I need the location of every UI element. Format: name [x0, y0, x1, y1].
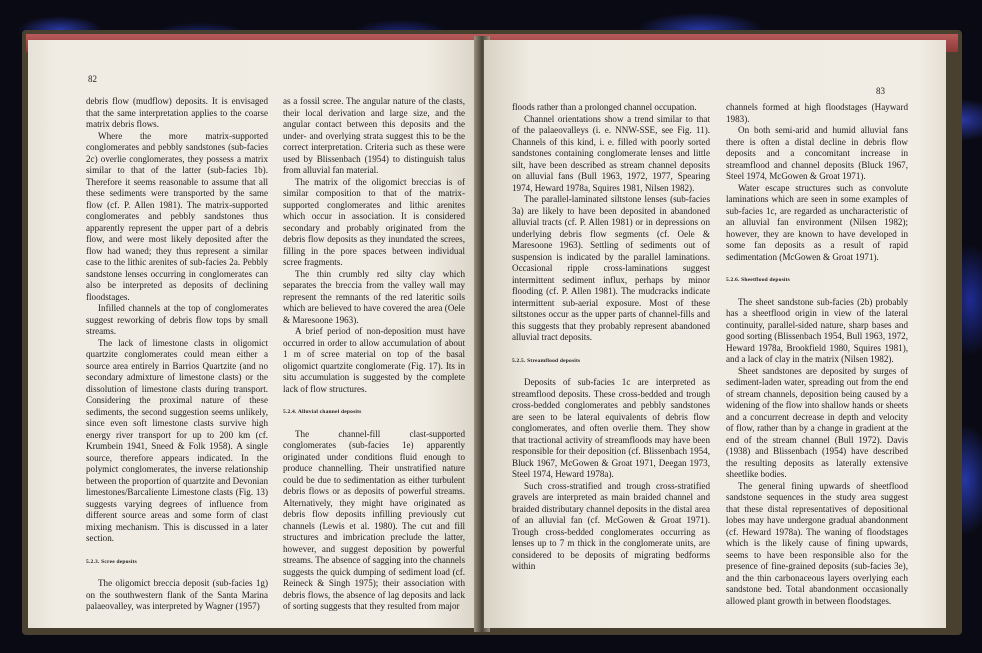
- paragraph: Sheet sandstones are deposited by surges of sediment-laden water, spreading out from the end of stream channels, deposition being caused by a widening of the flow into shallow hands or sheets and a concurrent decrease in depth and velocity of flow, rather than by a change in gradient at the end of the stream channel (Bull 1972). Davis (1938) and Blissenbach (1954) have described the resulting deposits as laterally extensive sheetlike bodies.: [726, 365, 908, 479]
- page-number-right: 83: [876, 86, 885, 96]
- right-column-2: [726, 102, 908, 607]
- left-page: [28, 40, 480, 628]
- paragraph: floods rather than a prolonged channel occupation.: [512, 102, 697, 112]
- paragraph: The parallel-laminated siltstone lenses (sub-facies 3a) are likely to have been deposited in abandoned alluvial tracts (cf. P. Allen 1981) or in depressions on underlying debris flow segments (cf. Oele & Maresoone 1963). Settling of sediments out of suspension is indicated by the parallel laminations. Occasional ripple cross-laminations suggest intermittent sediment influx, perhaps by minor flooding (cf. P. Allen 1981). The mudcracks indicate intermittent sub-aerial exposure. Most of these siltstones occur as the upper parts of channel-fills and this suggests that they probably represent abandoned alluvial tract deposits.: [512, 194, 710, 342]
- paragraph: The sheet sandstone sub-facies (2b) probably has a sheetflood origin in view of the lateral continuity, parallel-sided nature, sharp bases and good sorting (Blissenbach 1954, Bull 1963, 1972, Heward 1978a, Brookfield 1980, Squires 1981), and a lack of clay in the matrix (Nilsen 1982).: [726, 296, 908, 364]
- paragraph: On both semi-arid and humid alluvial fans there is often a distal decline in debris flow deposits and a concomitant increase in streamflood and channel deposits (Bluck 1967, Steel 1974, McGowen & Groat 1971).: [726, 125, 908, 181]
- section-heading: 5.2.4. Alluvial channel deposits: [283, 409, 362, 415]
- section-heading: 5.2.6. Sheetflood deposits: [726, 277, 791, 283]
- left-column-1: [86, 96, 268, 613]
- paragraph: Where the more matrix-supported conglomerates and pebbly sandstones (sub-facies 2c) overlie conglomerates, they possess a matrix similar to that of the latter (sub-facies 1b). Therefore it seems reasonable to assume that all these sediments were transported by the same flow (cf. P. Allen 1981). The matrix-supported conglomerates and pebbly sandstones thus apparently represent the upper part of a debris flow, and were most likely deposited after the flow had waned; they thus represent a similar case to the lithic arenites of sub-facies 2a. Pebbly sandstone lenses occurring in conglomerates can also be interpreted as deposits of declining floodstages.: [86, 130, 268, 302]
- paragraph: Deposits of sub-facies 1c are interpreted as streamflood deposits. These cross-bedded and trough cross-bedded conglomerates and pebbly sandstones are seen to be lateral equivalents of debris flow conglomerates, and often overlie them. They show that tractional activity of streamfloods may have been responsible for their deposition (cf. Blissenbach 1954, Bluck 1967, McGowen & Groat 1971, Deegan 1973, Steel 1974, Heward 1978a).: [512, 377, 710, 479]
- paragraph: The matrix of the oligomict breccias is of similar composition to that of the matrix-supported conglomerates and lithic arenites which occur in association. It is considered secondary and probably originated from the debris flow deposits as they inundated the screes, filling in the pore spaces between individual scree fragments.: [283, 176, 465, 267]
- paragraph: Such cross-stratified and trough cross-stratified gravels are interpreted as main braided channel and braided distributary channel deposits in the distal area of an alluvial fan (cf. McGowen & Groat 1971). Trough cross-bedded conglomerates occurring as lenses up to 7 m thick in the conglomerate units, are considered to be deposits of migrating bedforms within: [512, 480, 710, 571]
- left-column-2: [283, 96, 465, 613]
- paragraph: as a fossil scree. The angular nature of the clasts, their local derivation and large size, and the angular contact between this deposits and the under- and overlying strata suggest this to be the correct interpretation. Criteria such as these were used by Blissenbach (1954) to distinguish talus from alluvial fan material.: [283, 96, 465, 175]
- right-column-1: [512, 102, 710, 573]
- paragraph: The thin crumbly red silty clay which separates the breccia from the valley wall may represent the remnants of the red lateritic soils which are believed to have covered the area (Oele & Maresoone 1963).: [283, 268, 465, 325]
- right-page: [484, 40, 946, 628]
- paragraph: Channel orientations show a trend similar to that of the palaeovalleys (i. e. NNW-SSE, see Fig. 11). Channels of this kind, i. e. filled with poorly sorted sandstones containing conglomerate lenses and little silt, have been described as stream channel deposits on alluvial fans (Bull 1963, 1972, 1977, Spearing 1974, Heward 1978a, Squires 1981, Nilsen 1982).: [512, 113, 710, 193]
- paragraph: The general fining upwards of sheetflood sandstone sequences in the study area suggest that these distal representatives of depositional lobes may have undergone gradual abandonment (cf. Heward 1978a). The waning of floodstages which is the likely cause of fining upwards, seems to have been responsible also for the presence of fine-grained deposits (sub-facies 3e), and the thin carbonaceous layers overlying each sandstone bed. Total abandonment occasionally allowed plant growth in between floodstages.: [726, 480, 908, 606]
- section-heading: 5.2.5. Streamflood deposits: [512, 357, 581, 364]
- paragraph: Water escape structures such as convolute laminations which are seen in some examples of sub-facies 1c, are regarded as uncharacteristic of an alluvial fan environment (Nilsen 1982); however, they are known to have developed in some fan deposits as a result of rapid sedimentation (McGowen & Groat 1971).: [726, 182, 908, 262]
- paragraph: The lack of limestone clasts in oligomict quartzite conglomerates could mean either a source area entirely in Barrios Quartzite (and no secondary admixture of limestone clasts) or the dissolution of limestone clasts during transport. Considering the proximal nature of these sediments, the second suggestion seems unlikely, since even soft limestone clasts survive high energy river transport for up to 200 km (cf. Krumbein 1941, Sneed & Folk 1958). A single source, therefore appears indicated. In the polymict conglomerates, the inverse relationship between the proportion of quartzite and Devonian limestones/Barcaliente Limestone clasts (Fig. 13) suggests varying degrees of influence from different source areas and some form of clast mixing mechanism. This is discussed in a later section.: [86, 337, 268, 543]
- section-heading: 5.2.3. Scree deposits: [86, 558, 137, 565]
- paragraph: Infilled channels at the top of conglomerates suggest reworking of debris flow tops by small streams.: [86, 303, 268, 336]
- paragraph: The oligomict breccia deposit (sub-facies 1g) on the southwestern flank of the Santa Marina palaeovalley, was interpreted by Wagner (1957): [86, 578, 268, 611]
- paragraph: The channel-fill clast-supported conglomerates (sub-facies 1e) apparently originated under conditions fluid enough to produce channelling. Their unstratified nature could be due to sedimentation as either turbulent debris flows or as deposits of powerful streams. Alternatively, they might have originated as debris flow deposits infilling previously cut channels (Lewis et al. 1980). The cut and fill structures and imbrication preclude the latter, however, and suggest deposition by powerful streams. The absence of sagging into the channels suggests the quick dumping of sediment load (cf. Reineck & Singh 1975); their association with debris flows, the absence of lag deposits and lack of sorting suggests that they resulted from major: [283, 428, 465, 611]
- paragraph: debris flow (mudflow) deposits. It is envisaged that the same interpretation applies to the coarse matrix debris flows.: [86, 96, 268, 129]
- paragraph: A brief period of non-deposition must have occurred in order to allow accumulation of about 1 m of scree material on top of the basal oligomict quartzite conglomerate (Fig. 17). Its in situ accumulation is suggested by the complete lack of flow structures.: [283, 326, 465, 394]
- paragraph: channels formed at high floodstages (Hayward 1983).: [726, 102, 908, 124]
- page-number-left: 82: [88, 74, 97, 84]
